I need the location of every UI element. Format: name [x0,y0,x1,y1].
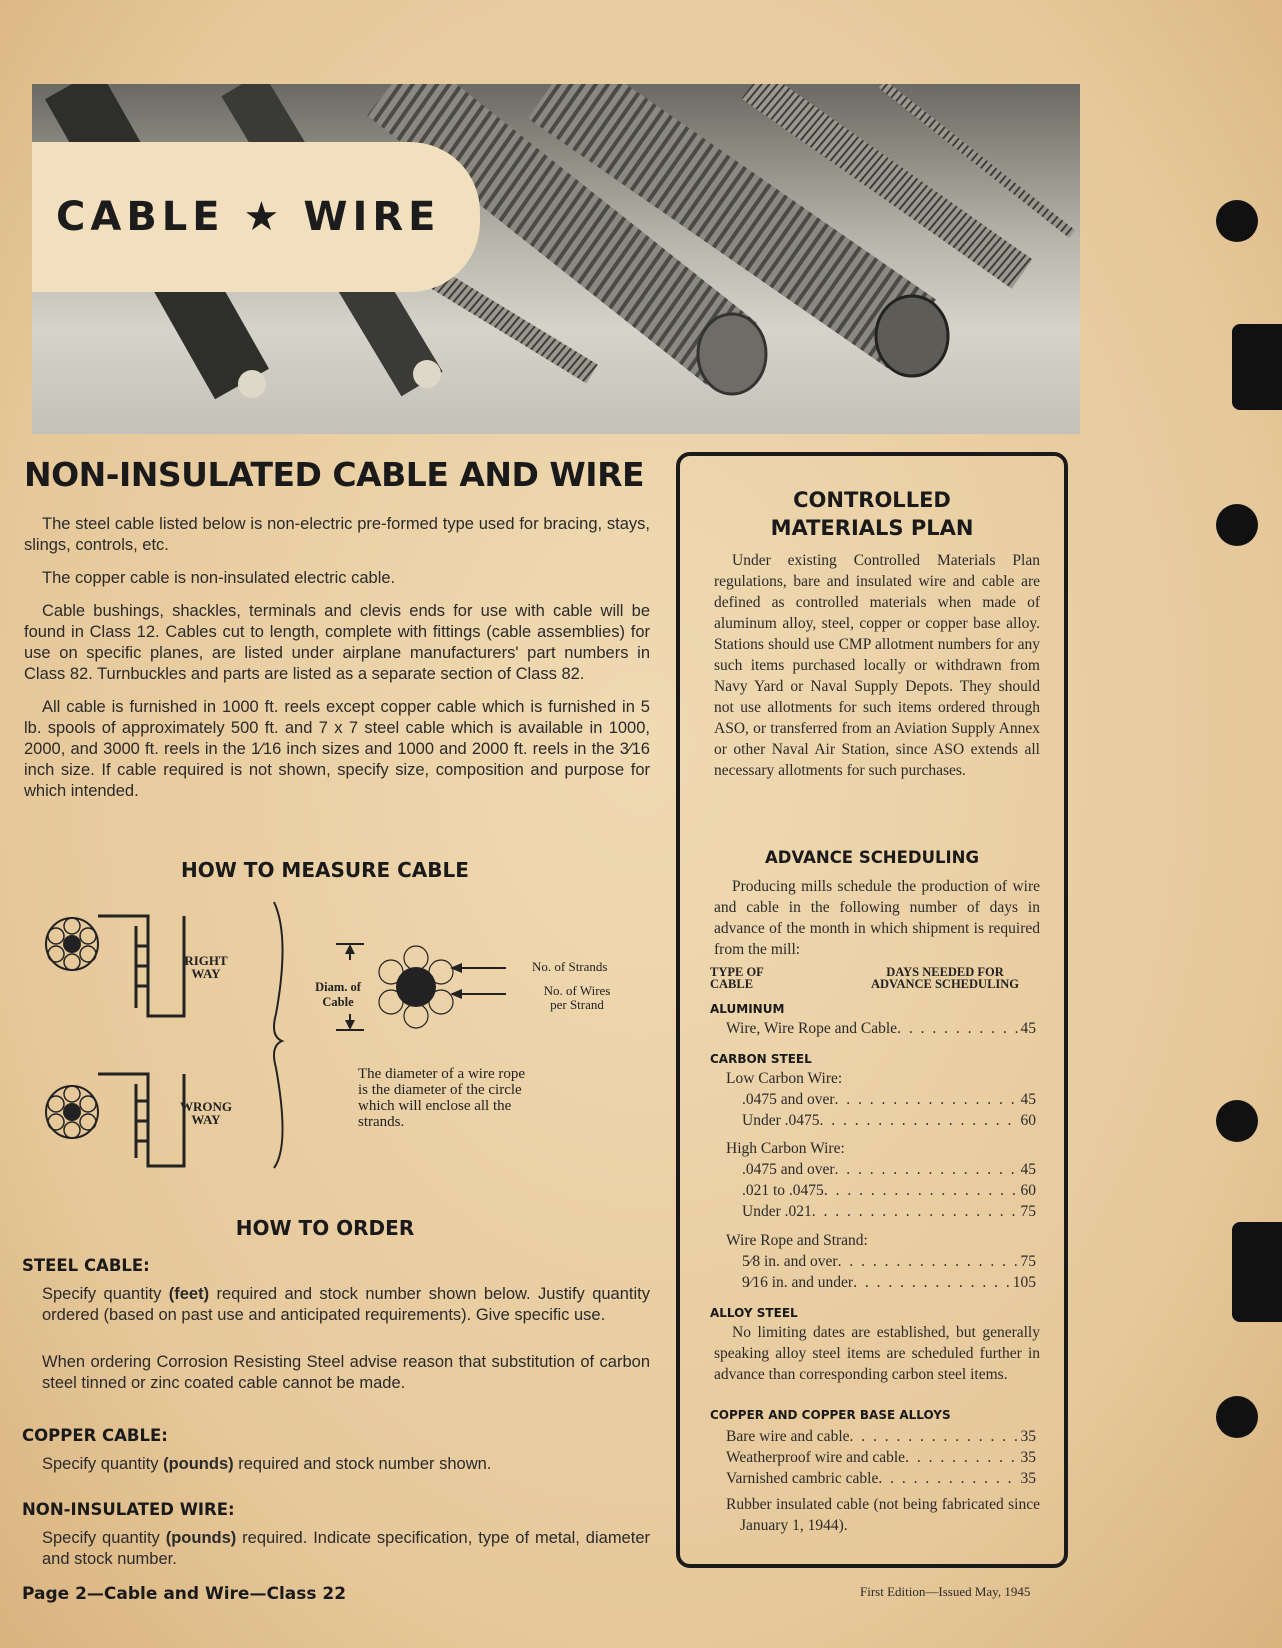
binder-hole [1216,504,1258,546]
alloy-steel-heading: ALLOY STEEL [710,1306,798,1320]
caliper-wrong-way [46,1074,184,1166]
intro-paragraph: Cable bushings, shackles, terminals and clevis ends for use with cable will be found in Class 12. Cables cut to length, complete with fittings (cable assemblies) for use on specific planes, are listed under airplane manufacturers' part numbers in Class 82. Turnbuckles and parts are listed as a separate section of Class 82. [24,602,650,683]
schedule-row: Weatherproof wire and cable . . . 35 [726,1449,1036,1467]
cable-photo [32,84,1080,434]
banner-title: CABLE ★ WIRE [56,194,441,240]
binder-hole [1216,200,1258,242]
schedule-row: .0475 and over . . . 45 [742,1091,1036,1109]
wire-instructions: Specify quantity (pounds) required. Indicate specification, type of metal, diameter and stock number. [42,1529,650,1568]
diameter-label: Diam. of Cable [315,980,361,1009]
alloy-body: No limiting dates are established, but generally speaking alloy steel items are scheduled further in advance than corresponding carbon steel items. [714,1324,1040,1383]
col-days-header: DAYS NEEDED FOR ADVANCE SCHEDULING [870,965,1020,991]
advance-body: Producing mills schedule the production of wire and cable in the following number of days in advance of the month in which shipment is required from the mill: [714,878,1040,958]
schedule-row: Under .0475 . . . 60 [742,1112,1036,1130]
strands-label: No. of Strands [532,959,608,974]
page-title: NON-INSULATED CABLE AND WIRE [24,455,645,494]
page-footer-right: First Edition—Issued May, 1945 [860,1584,1031,1599]
binder-hole [1216,1100,1258,1142]
aluminum-heading: ALUMINUM [710,1002,785,1016]
binder-tab [1232,324,1282,410]
intro-paragraph: The copper cable is non-insulated electric cable. [42,569,396,587]
binder-hole [1216,1396,1258,1438]
intro-paragraph: The steel cable listed below is non-electric pre-formed type used for bracing, stays, slings, controls, etc. [24,515,650,554]
wire-heading: NON-INSULATED WIRE: [22,1500,235,1519]
schedule-row: Varnished cambric cable . . . 35 [726,1470,1036,1488]
wires-label: No. of Wires per Strand [543,983,611,1012]
schedule-row: Wire, Wire Rope and Cable . . . 45 [726,1020,1036,1038]
corrosion-note: When ordering Corrosion Resisting Steel advise reason that substitution of carbon steel tinned or zinc coated cable cannot be made. [42,1353,650,1392]
right-way-label: RIGHT WAY [184,953,228,981]
high-carbon-label: High Carbon Wire: [726,1140,845,1157]
low-carbon-label: Low Carbon Wire: [726,1070,843,1087]
rubber-note: Rubber insulated cable (not being fabricated since January 1, 1944). [726,1496,1040,1534]
schedule-row: Under .021 . . . 75 [742,1203,1036,1221]
schedule-row: 9⁄16 in. and under . . . 105 [742,1274,1036,1292]
measure-heading: HOW TO MEASURE CABLE [181,858,469,882]
schedule-row: .0475 and over . . . 45 [742,1161,1036,1179]
copper-cable-instructions: Specify quantity (pounds) required and stock number shown. [42,1455,492,1473]
steel-cable-instructions: Specify quantity (feet) required and stock number shown below. Justify quantity ordered (based on past use and anticipated requirements). Give specific use. [42,1285,650,1324]
intro-paragraph: All cable is furnished in 1000 ft. reels except copper cable which is furnished in 5 lb. spools of approximately 500 ft. and 7 x 7 steel cable which is available in 1000, 2000, and 3000 ft. reels in the 1⁄16 inch sizes and 1000 and 2000 ft. reels in the 3⁄16 inch size. If cable required is not shown, specify size, composition and purpose for which intended. [24,698,650,800]
caliper-right-way [46,916,184,1016]
wire-rope-label: Wire Rope and Strand: [726,1232,868,1249]
cmp-title: CONTROLLED MATERIALS PLAN [770,488,974,540]
page-footer-left: Page 2—Cable and Wire—Class 22 [22,1584,347,1604]
binder-tab [1232,1222,1282,1322]
measure-caption: The diameter of a wire rope is the diameter of the circle which will enclose all the strands. [358,1066,525,1130]
schedule-row: Bare wire and cable . . . 35 [726,1428,1036,1446]
intro-text [24,514,650,814]
order-heading: HOW TO ORDER [235,1216,415,1240]
measure-diagram [36,896,656,1186]
schedule-row: 5⁄8 in. and over . . . 75 [742,1253,1036,1271]
copper-cable-heading: COPPER CABLE: [22,1426,168,1445]
carbon-steel-heading: CARBON STEEL [710,1052,812,1066]
copper-alloys-heading: COPPER AND COPPER BASE ALLOYS [710,1408,951,1422]
cmp-box [676,452,1068,1568]
col-type-header: TYPE OF CABLE [710,965,764,991]
advance-heading: ADVANCE SCHEDULING [765,848,979,867]
steel-cable-heading: STEEL CABLE: [22,1256,150,1275]
wrong-way-label: WRONG WAY [180,1099,232,1127]
schedule-row: .021 to .0475 . . . 60 [742,1182,1036,1200]
cmp-body: Under existing Controlled Materials Plan regulations, bare and insulated wire and cable are defined as controlled materials when made of aluminum alloy, steel, copper or copper base alloy. Stations should use CMP allotment numbers for any such items purchased locally or withdrawn from Navy Yard or Naval Supply Depots. They should not use allotments for such items ordered through ASO, or transferred from an Aviation Supply Annex or other Naval Air Station, since ASO extends all necessary allotments for such purchases. [714,552,1040,779]
title-banner [32,142,480,292]
